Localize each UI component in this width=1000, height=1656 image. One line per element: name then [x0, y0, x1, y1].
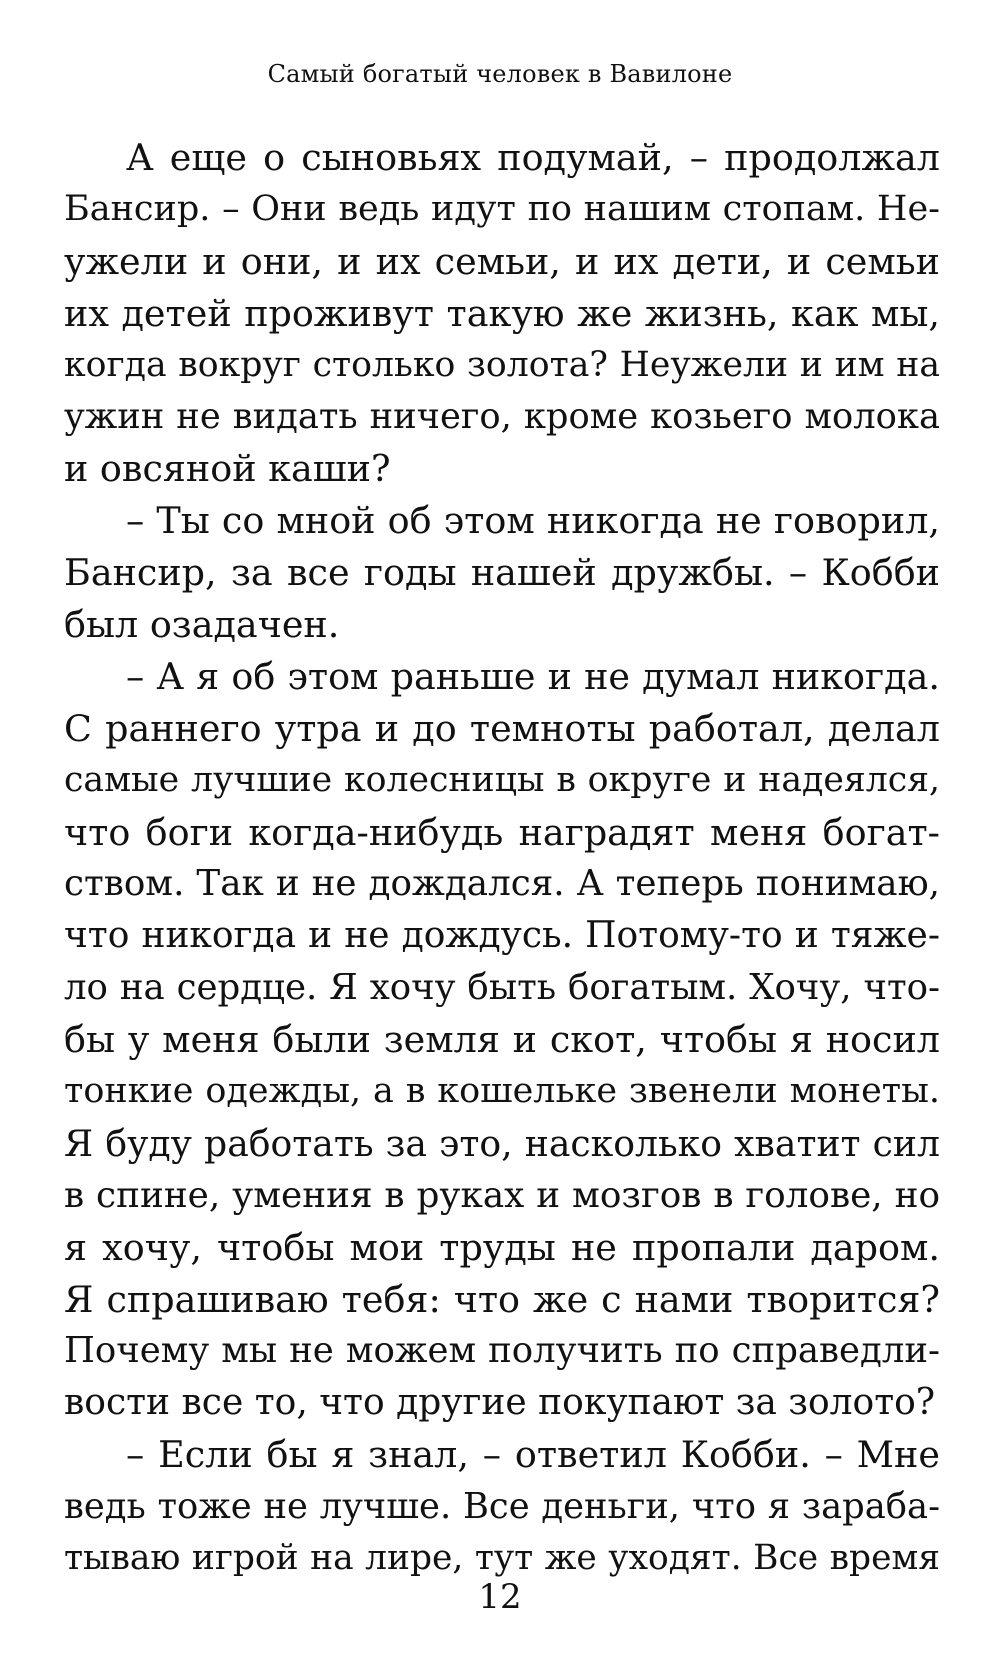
text-line: ужели и они, и их семьи, и их дети, и семьи: [64, 239, 940, 283]
text-line: и овсяной каши?: [64, 447, 391, 491]
running-title: Самый богатый человек в Вавилоне: [267, 60, 733, 88]
text-line: А еще о сыновьях подумай, – продолжал: [126, 136, 940, 179]
text-line: вости все то, что другие покупают за золото?: [64, 1382, 936, 1424]
page-text: [64, 132, 940, 1585]
text-line: Бансир. – Они ведь идут по нашим стопам. Не-: [64, 188, 940, 229]
text-line: – Если бы я знал, – ответил Кобби. – Мне: [126, 1433, 940, 1477]
text-line: – Ты со мной об этом никогда не говорил,: [126, 499, 940, 543]
text-line: что боги когда-нибудь наградят меня богат-: [64, 810, 940, 854]
text-line: когда вокруг столько золота? Неужели и им на: [64, 344, 940, 385]
text-line: я хочу, чтобы мои труды не пропали даром.: [64, 1225, 940, 1269]
text-line: тываю игрой на лире, тут же уходят. Все время: [64, 1538, 940, 1579]
text-line: Бансир, за все годы нашей дружбы. – Кобби: [64, 551, 940, 595]
text-line: самые лучшие колесницы в округе и надеялся,: [64, 759, 940, 800]
text-line: был озадачен.: [64, 603, 340, 647]
page-number: 12: [478, 1577, 522, 1617]
text-line: тонкие одежды, а в кошельке звенели монеты.: [64, 1071, 940, 1112]
text-line: их детей проживут такую же жизнь, как мы,: [64, 291, 940, 335]
text-line: ужин не видать ничего, кроме козьего молока: [64, 396, 940, 438]
text-line: Почему мы не можем получить по справедли-: [64, 1330, 940, 1372]
text-line: Я буду работать за это, насколько хватит сил: [64, 1121, 940, 1165]
text-line: – А я об этом раньше и не думал никогда.: [126, 654, 940, 698]
text-line: ло на сердце. Я хочу быть богатым. Хочу, что-: [64, 967, 940, 1009]
text-line: что никогда и не дождусь. Потому-то и тяже-: [64, 915, 940, 957]
text-line: в спине, умения в руках и мозгов в голове, но: [64, 1174, 940, 1216]
text-line: ведь тоже не лучше. Все деньги, что я зараба-: [64, 1486, 940, 1528]
text-line: ством. Так и не дождался. А теперь понимаю,: [64, 863, 940, 905]
text-line: бы у меня были земля и скот, чтобы я носил: [64, 1018, 940, 1062]
text-line: Я спрашиваю тебя: что же с нами творится?: [64, 1277, 940, 1321]
text-line: С раннего утра и до темноты работал, делал: [64, 706, 940, 750]
